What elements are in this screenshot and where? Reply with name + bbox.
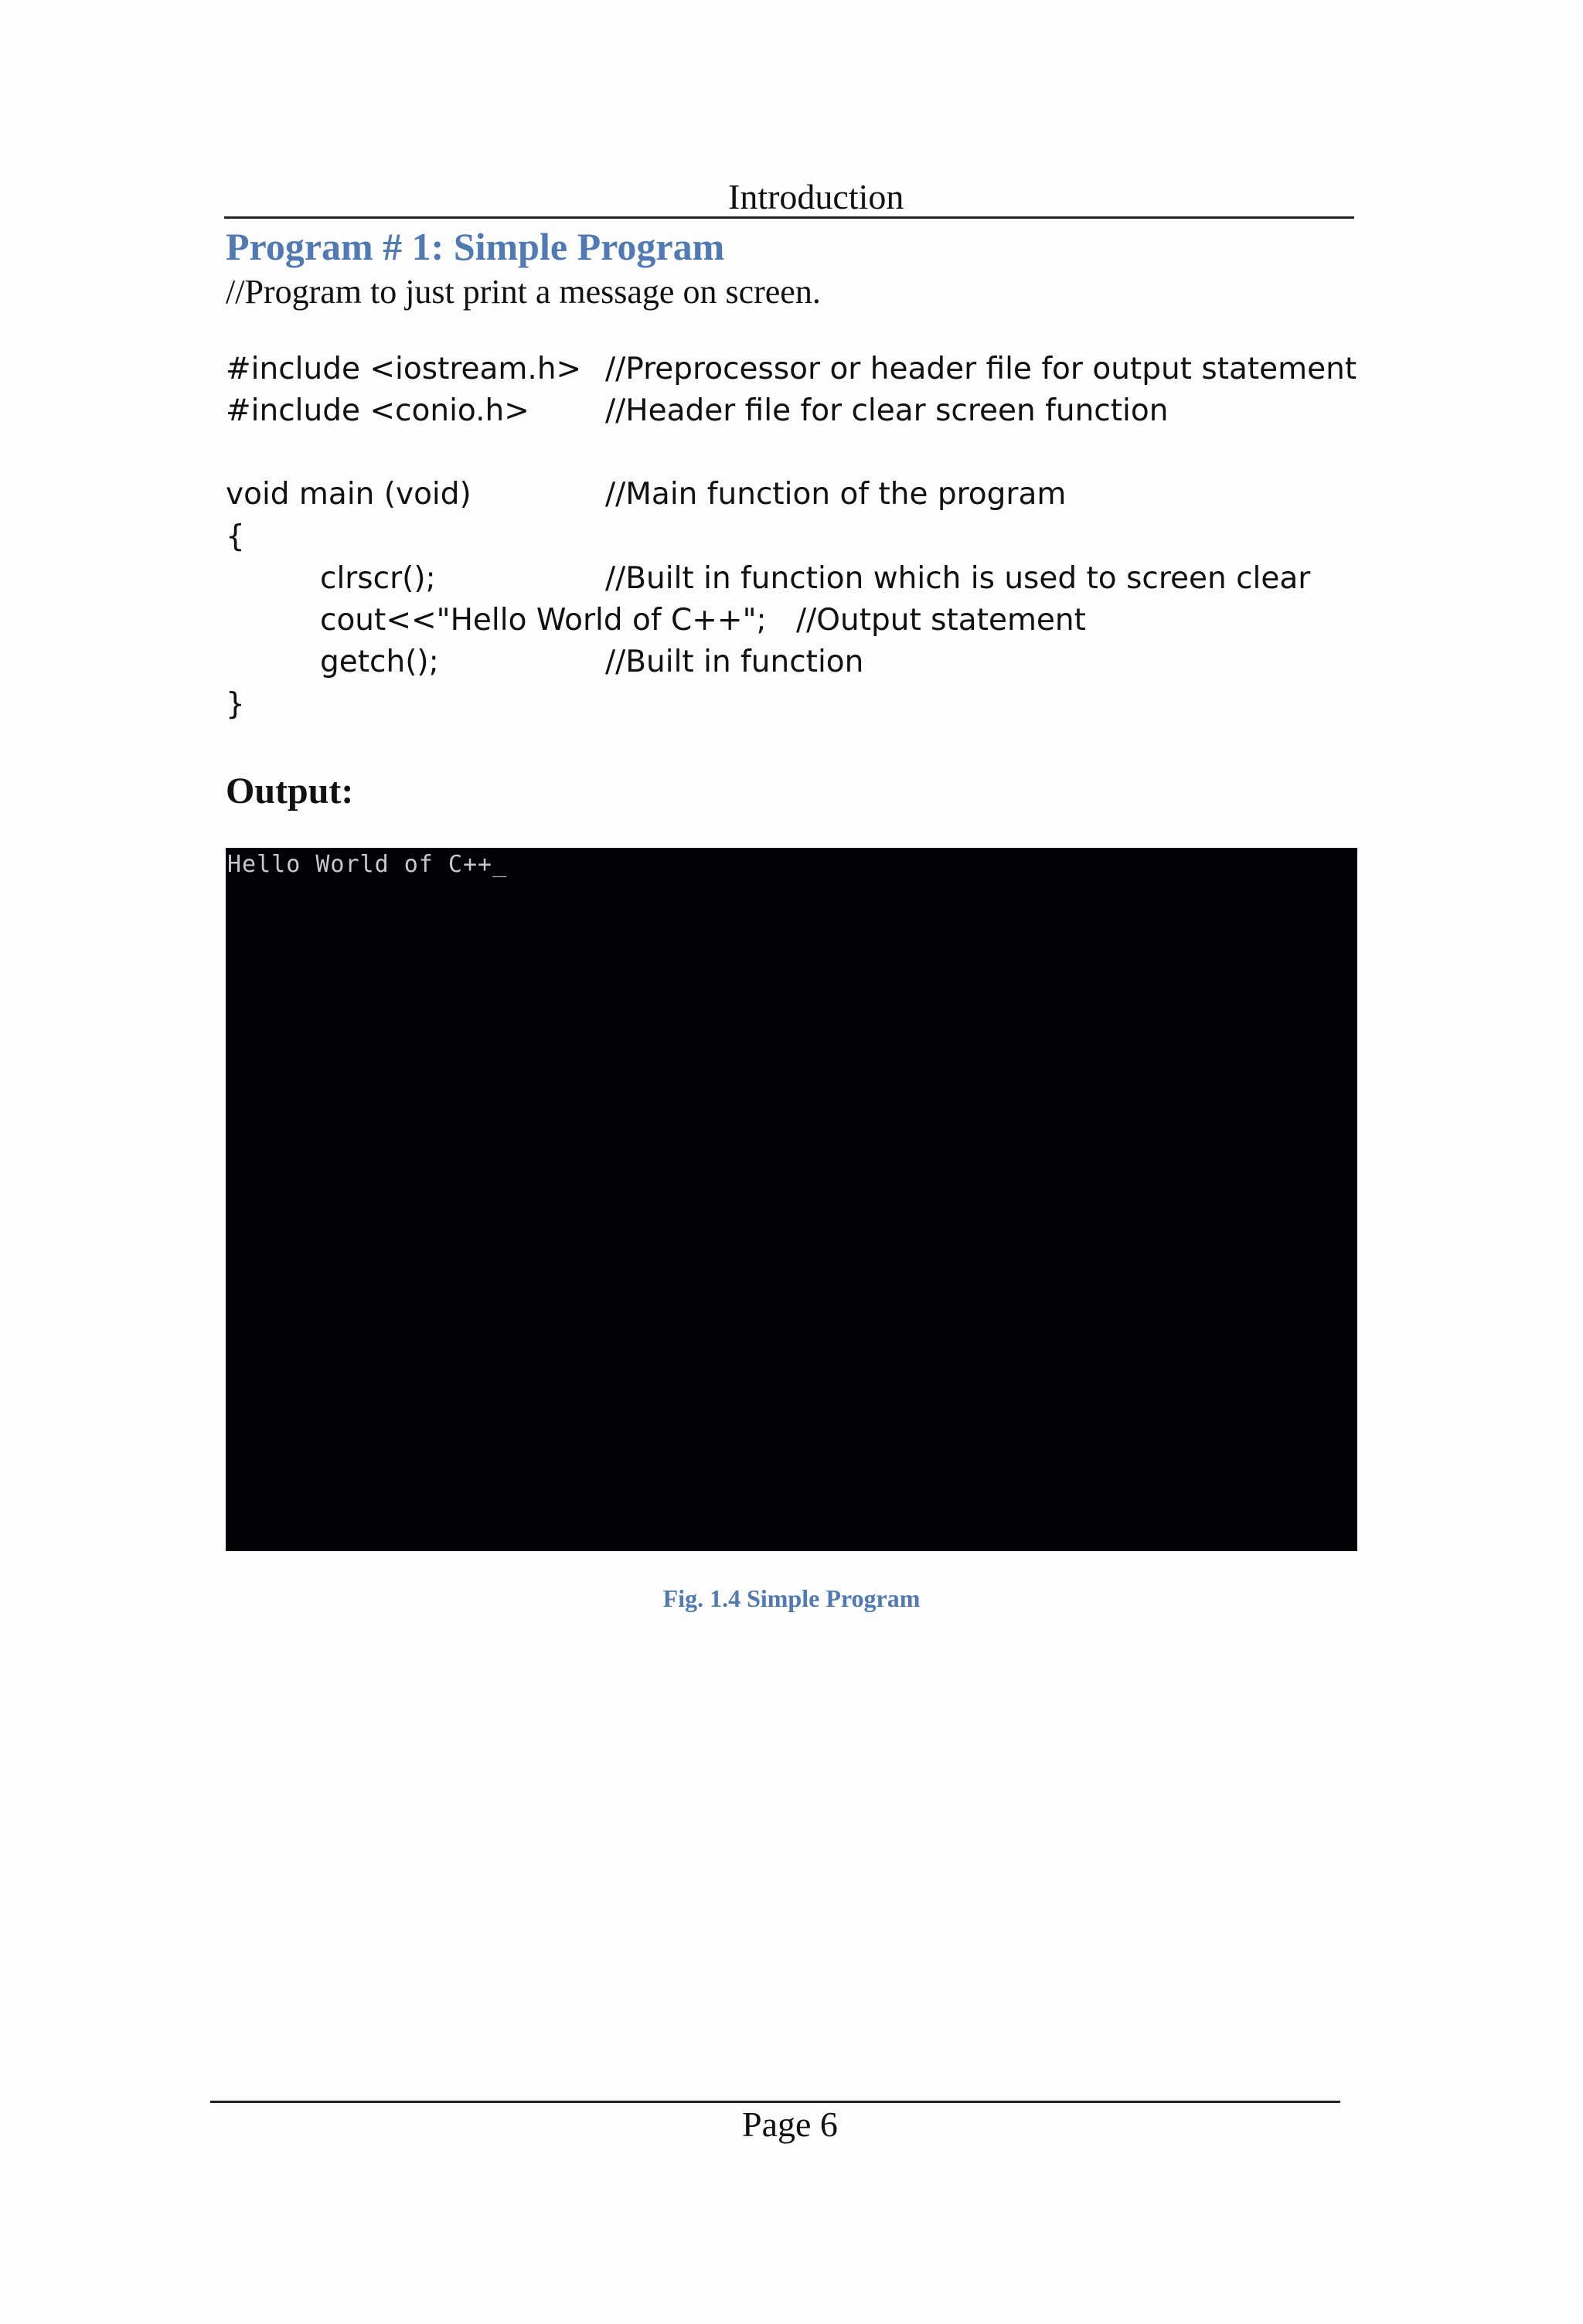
code-comment-clrscr: //Built in function which is used to screen clear bbox=[605, 561, 1311, 596]
running-header: Introduction bbox=[728, 177, 904, 216]
program-title: Program # 1: Simple Program bbox=[226, 225, 725, 268]
code-line-clrscr: clrscr(); bbox=[320, 561, 436, 596]
code-comment-getch: //Built in function bbox=[605, 645, 864, 679]
header-divider bbox=[224, 216, 1354, 219]
console-output-text: Hello World of C++_ bbox=[227, 851, 508, 878]
code-line-main: void main (void) bbox=[226, 477, 471, 512]
code-line-close-brace: } bbox=[226, 687, 245, 722]
page-number: Page 6 bbox=[742, 2105, 838, 2144]
code-comment-include-conio: //Header file for clear screen function bbox=[605, 393, 1169, 428]
program-description: //Program to just print a message on screen. bbox=[226, 273, 821, 311]
code-line-getch: getch(); bbox=[320, 645, 439, 679]
footer-divider bbox=[210, 2101, 1340, 2103]
code-comment-include-iostream: //Preprocessor or header file for output statement bbox=[605, 352, 1357, 386]
code-line-include-iostream: #include <iostream.h> bbox=[226, 352, 582, 386]
output-heading: Output: bbox=[226, 771, 354, 812]
console-output-screenshot bbox=[226, 848, 1357, 1551]
code-line-open-brace: { bbox=[226, 519, 245, 554]
code-comment-main: //Main function of the program bbox=[605, 477, 1067, 512]
code-line-cout: cout<<"Hello World of C++"; bbox=[320, 603, 767, 638]
code-line-include-conio: #include <conio.h> bbox=[226, 393, 529, 428]
code-comment-cout: //Output statement bbox=[796, 603, 1086, 638]
figure-caption: Fig. 1.4 Simple Program bbox=[662, 1584, 921, 1612]
